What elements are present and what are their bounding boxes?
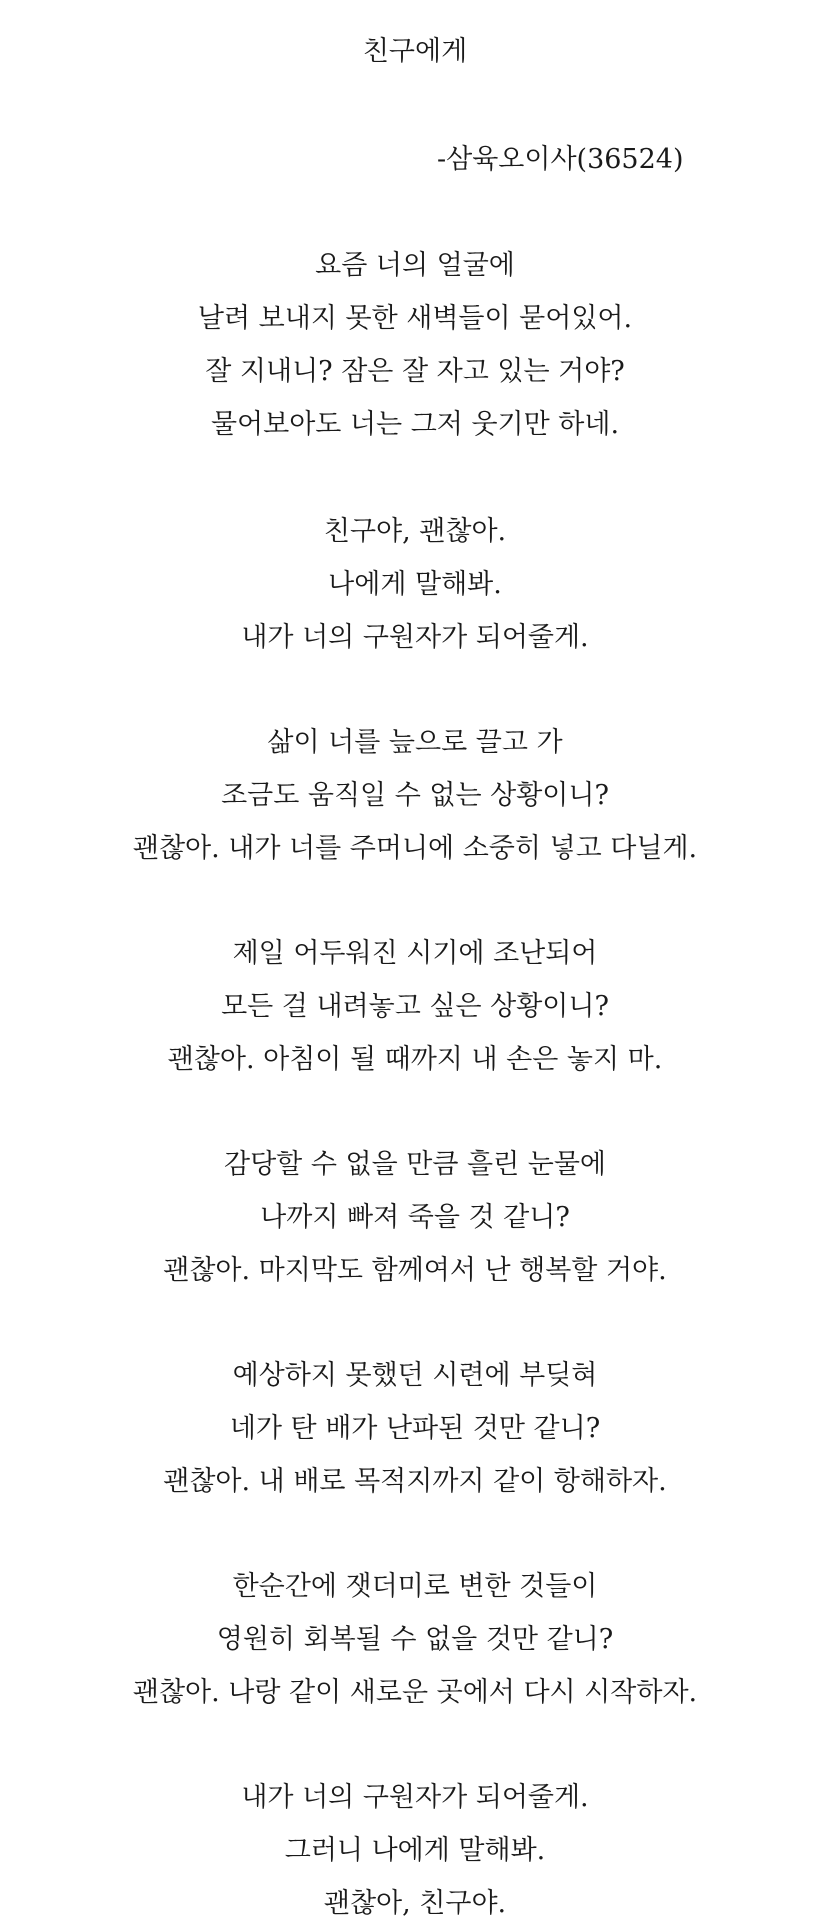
poem-line: 예상하지 못했던 시련에 부딪혀 [232, 1360, 598, 1391]
stanza [0, 716, 830, 875]
stanza [0, 1560, 830, 1719]
poem-title: 친구에게 [362, 36, 468, 67]
poem-author: -삼육오이사(36524) [437, 144, 684, 175]
poem-line: 괜찮아. 아침이 될 때까지 내 손은 놓지 마. [167, 1044, 663, 1075]
poem-line: 날려 보내지 못한 새벽들이 묻어있어. [197, 303, 633, 334]
poem-line: 물어보아도 너는 그저 웃기만 하네. [210, 409, 620, 440]
poem-line: 내가 너의 구원자가 되어줄게. [241, 622, 589, 653]
poem-line: 한순간에 잿더미로 변한 것들이 [232, 1571, 598, 1602]
stanza [0, 927, 830, 1086]
poem-line: 내가 너의 구원자가 되어줄게. [241, 1782, 589, 1813]
poem-line: 감당할 수 없을 만큼 흘린 눈물에 [224, 1149, 606, 1180]
poem-line: 네가 탄 배가 난파된 것만 같니? [229, 1413, 601, 1444]
poem-line: 제일 어두워진 시기에 조난되어 [232, 938, 598, 969]
stanza [0, 1771, 830, 1930]
stanza [0, 239, 830, 451]
poem-line: 괜찮아. 마지막도 함께여서 난 행복할 거야. [163, 1255, 667, 1286]
poem-line: 요즘 너의 얼굴에 [315, 250, 515, 281]
poem-line: 괜찮아, 친구야. [323, 1888, 507, 1919]
poem-line: 괜찮아. 나랑 같이 새로운 곳에서 다시 시작하자. [132, 1677, 698, 1708]
poem-line: 괜찮아. 내 배로 목적지까지 같이 항해하자. [163, 1466, 667, 1497]
poem-line: 조금도 움직일 수 없는 상황이니? [221, 780, 609, 811]
poem-line: 그러니 나에게 말해봐. [284, 1835, 546, 1866]
poem-line: 삶이 너를 늪으로 끌고 가 [267, 727, 563, 758]
stanza [0, 505, 830, 664]
poem-line: 영원히 회복될 수 없을 것만 같니? [216, 1624, 614, 1655]
poem-line: 나까지 빠져 죽을 것 같니? [260, 1202, 570, 1233]
poem-line: 모든 걸 내려놓고 싶은 상황이니? [221, 991, 609, 1022]
stanza [0, 1349, 830, 1508]
poem-line: 친구야, 괜찮아. [323, 516, 507, 547]
poem-line: 괜찮아. 내가 너를 주머니에 소중히 넣고 다닐게. [132, 833, 698, 864]
poem-line: 잘 지내니? 잠은 잘 자고 있는 거야? [205, 356, 625, 387]
stanza [0, 1138, 830, 1297]
poem-line: 나에게 말해봐. [328, 569, 502, 600]
